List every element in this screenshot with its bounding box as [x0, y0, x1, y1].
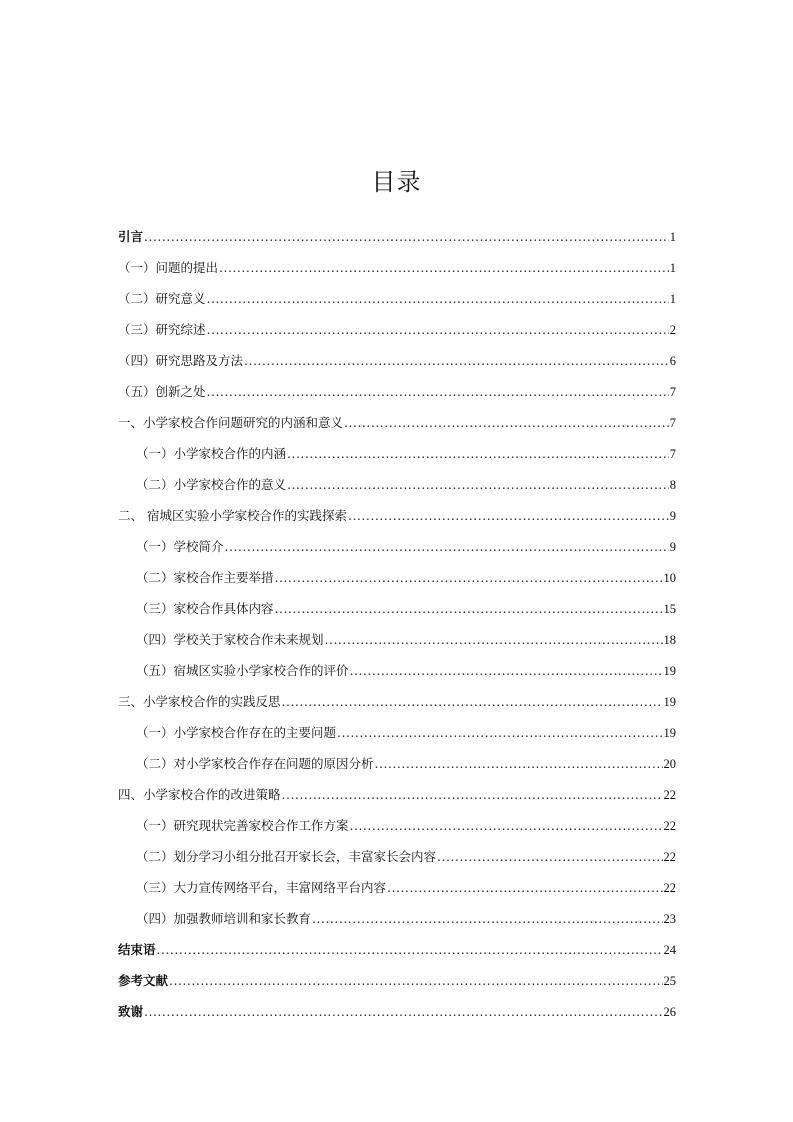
toc-dot-leader [219, 257, 669, 279]
toc-title: 目录 [371, 168, 422, 196]
toc-entry[interactable] [118, 722, 676, 753]
toc-dot-leader [169, 970, 662, 992]
toc-page-number: 23 [663, 912, 676, 926]
toc-entry-label: （五）创新之处 [118, 384, 206, 399]
toc-page-number: 8 [669, 478, 676, 492]
toc-entry[interactable] [118, 443, 676, 474]
toc-entry-label: 四、小学家校合作的改进策略 [118, 787, 281, 802]
toc-page-number: 19 [663, 726, 676, 740]
toc-entry-label: 参考文献 [118, 973, 169, 988]
toc-dot-leader [287, 443, 669, 465]
toc-entry-label: （五）宿城区实验小学家校合作的评价 [136, 663, 349, 678]
toc-page-number: 7 [669, 416, 676, 430]
toc-list [118, 226, 676, 1032]
toc-entry-label: 二、 宿城区实验小学家校合作的实践探索 [118, 508, 347, 523]
toc-page-number: 7 [669, 447, 676, 461]
toc-entry[interactable] [118, 412, 676, 443]
toc-entry-label: （一）学校简介 [136, 539, 224, 554]
toc-entry-label: （一）小学家校合作存在的主要问题 [136, 725, 337, 740]
toc-dot-leader [350, 815, 663, 837]
toc-page-number: 1 [669, 230, 676, 244]
toc-dot-leader [312, 908, 662, 930]
toc-page-number: 7 [669, 385, 676, 399]
toc-dot-leader [337, 722, 662, 744]
toc-entry[interactable] [118, 1001, 676, 1032]
toc-page-number: 6 [669, 354, 676, 368]
toc-page-number: 2 [669, 323, 676, 337]
toc-entry-label: （三）大力宣传网络平台，丰富网络平台内容 [136, 880, 387, 895]
toc-page-number: 22 [663, 881, 676, 895]
toc-entry-label: 致谢 [118, 1004, 144, 1019]
toc-entry[interactable] [118, 908, 676, 939]
toc-entry[interactable] [118, 226, 676, 257]
toc-page-number: 22 [663, 819, 676, 833]
toc-entry[interactable] [118, 598, 676, 629]
toc-page-number: 26 [663, 1005, 676, 1019]
toc-entry[interactable] [118, 350, 676, 381]
toc-page-number: 22 [663, 850, 676, 864]
toc-entry[interactable] [118, 474, 676, 505]
toc-page-number: 10 [663, 571, 676, 585]
toc-dot-leader [375, 753, 663, 775]
toc-dot-leader [387, 877, 662, 899]
toc-entry[interactable] [118, 970, 676, 1001]
toc-page-number: 18 [663, 633, 676, 647]
toc-entry-label: （二）划分学习小组分批召开家长会，丰富家长会内容 [136, 849, 437, 864]
toc-entry[interactable] [118, 319, 676, 350]
toc-entry[interactable] [118, 939, 676, 970]
toc-page-number: 1 [669, 261, 676, 275]
toc-entry-label: 结束语 [118, 942, 156, 957]
toc-dot-leader [437, 846, 662, 868]
toc-entry-label: （二）对小学家校合作存在问题的原因分析 [136, 756, 374, 771]
toc-entry[interactable] [118, 505, 676, 536]
toc-entry[interactable] [118, 877, 676, 908]
toc-dot-leader [282, 691, 663, 713]
toc-page-number: 20 [663, 757, 676, 771]
toc-page-number: 24 [663, 943, 676, 957]
toc-dot-leader [325, 629, 663, 651]
toc-entry-label: （二）小学家校合作的意义 [136, 477, 287, 492]
toc-entry[interactable] [118, 567, 676, 598]
toc-entry[interactable] [118, 753, 676, 784]
toc-page-number: 22 [663, 788, 676, 802]
toc-entry-label: （三）家校合作具体内容 [136, 601, 274, 616]
toc-page-number: 9 [669, 540, 676, 554]
toc-page-number: 25 [663, 974, 676, 988]
toc-entry[interactable] [118, 288, 676, 319]
toc-page-number: 15 [663, 602, 676, 616]
toc-entry-label: （二）研究意义 [118, 291, 206, 306]
toc-dot-leader [344, 412, 669, 434]
toc-entry[interactable] [118, 660, 676, 691]
toc-dot-leader [144, 226, 669, 248]
toc-entry-label: （一）小学家校合作的内涵 [136, 446, 287, 461]
toc-page-number: 19 [663, 695, 676, 709]
toc-page-number: 1 [669, 292, 676, 306]
toc-dot-leader [282, 784, 663, 806]
toc-dot-leader [207, 319, 669, 341]
toc-dot-leader [275, 598, 663, 620]
toc-entry-label: （四）加强教师培训和家长教育 [136, 911, 312, 926]
toc-entry[interactable] [118, 691, 676, 722]
toc-entry[interactable] [118, 257, 676, 288]
toc-entry[interactable] [118, 536, 676, 567]
toc-entry-label: （一）研究现状完善家校合作工作方案 [136, 818, 349, 833]
toc-dot-leader [207, 381, 669, 403]
toc-entry-label: 一、小学家校合作问题研究的内涵和意义 [118, 415, 344, 430]
toc-entry-label: （四）学校关于家校合作未来规划 [136, 632, 324, 647]
toc-page-number: 9 [669, 509, 676, 523]
toc-entry-label: （四）研究思路及方法 [118, 353, 244, 368]
toc-dot-leader [350, 660, 663, 682]
toc-dot-leader [244, 350, 669, 372]
toc-entry-label: 引言 [118, 229, 144, 244]
toc-dot-leader [157, 939, 663, 961]
toc-entry[interactable] [118, 846, 676, 877]
toc-dot-leader [225, 536, 669, 558]
toc-entry-label: （二）家校合作主要举措 [136, 570, 274, 585]
toc-entry-label: 三、小学家校合作的实践反思 [118, 694, 281, 709]
toc-dot-leader [207, 288, 669, 310]
toc-dot-leader [144, 1001, 662, 1023]
toc-page-number: 19 [663, 664, 676, 678]
toc-entry[interactable] [118, 784, 676, 815]
toc-entry-label: （一）问题的提出 [118, 260, 219, 275]
toc-dot-leader [348, 505, 669, 527]
toc-entry[interactable] [118, 629, 676, 660]
toc-entry[interactable] [118, 381, 676, 412]
toc-dot-leader [275, 567, 663, 589]
toc-entry[interactable] [118, 815, 676, 846]
toc-entry-label: （三）研究综述 [118, 322, 206, 337]
toc-dot-leader [287, 474, 669, 496]
